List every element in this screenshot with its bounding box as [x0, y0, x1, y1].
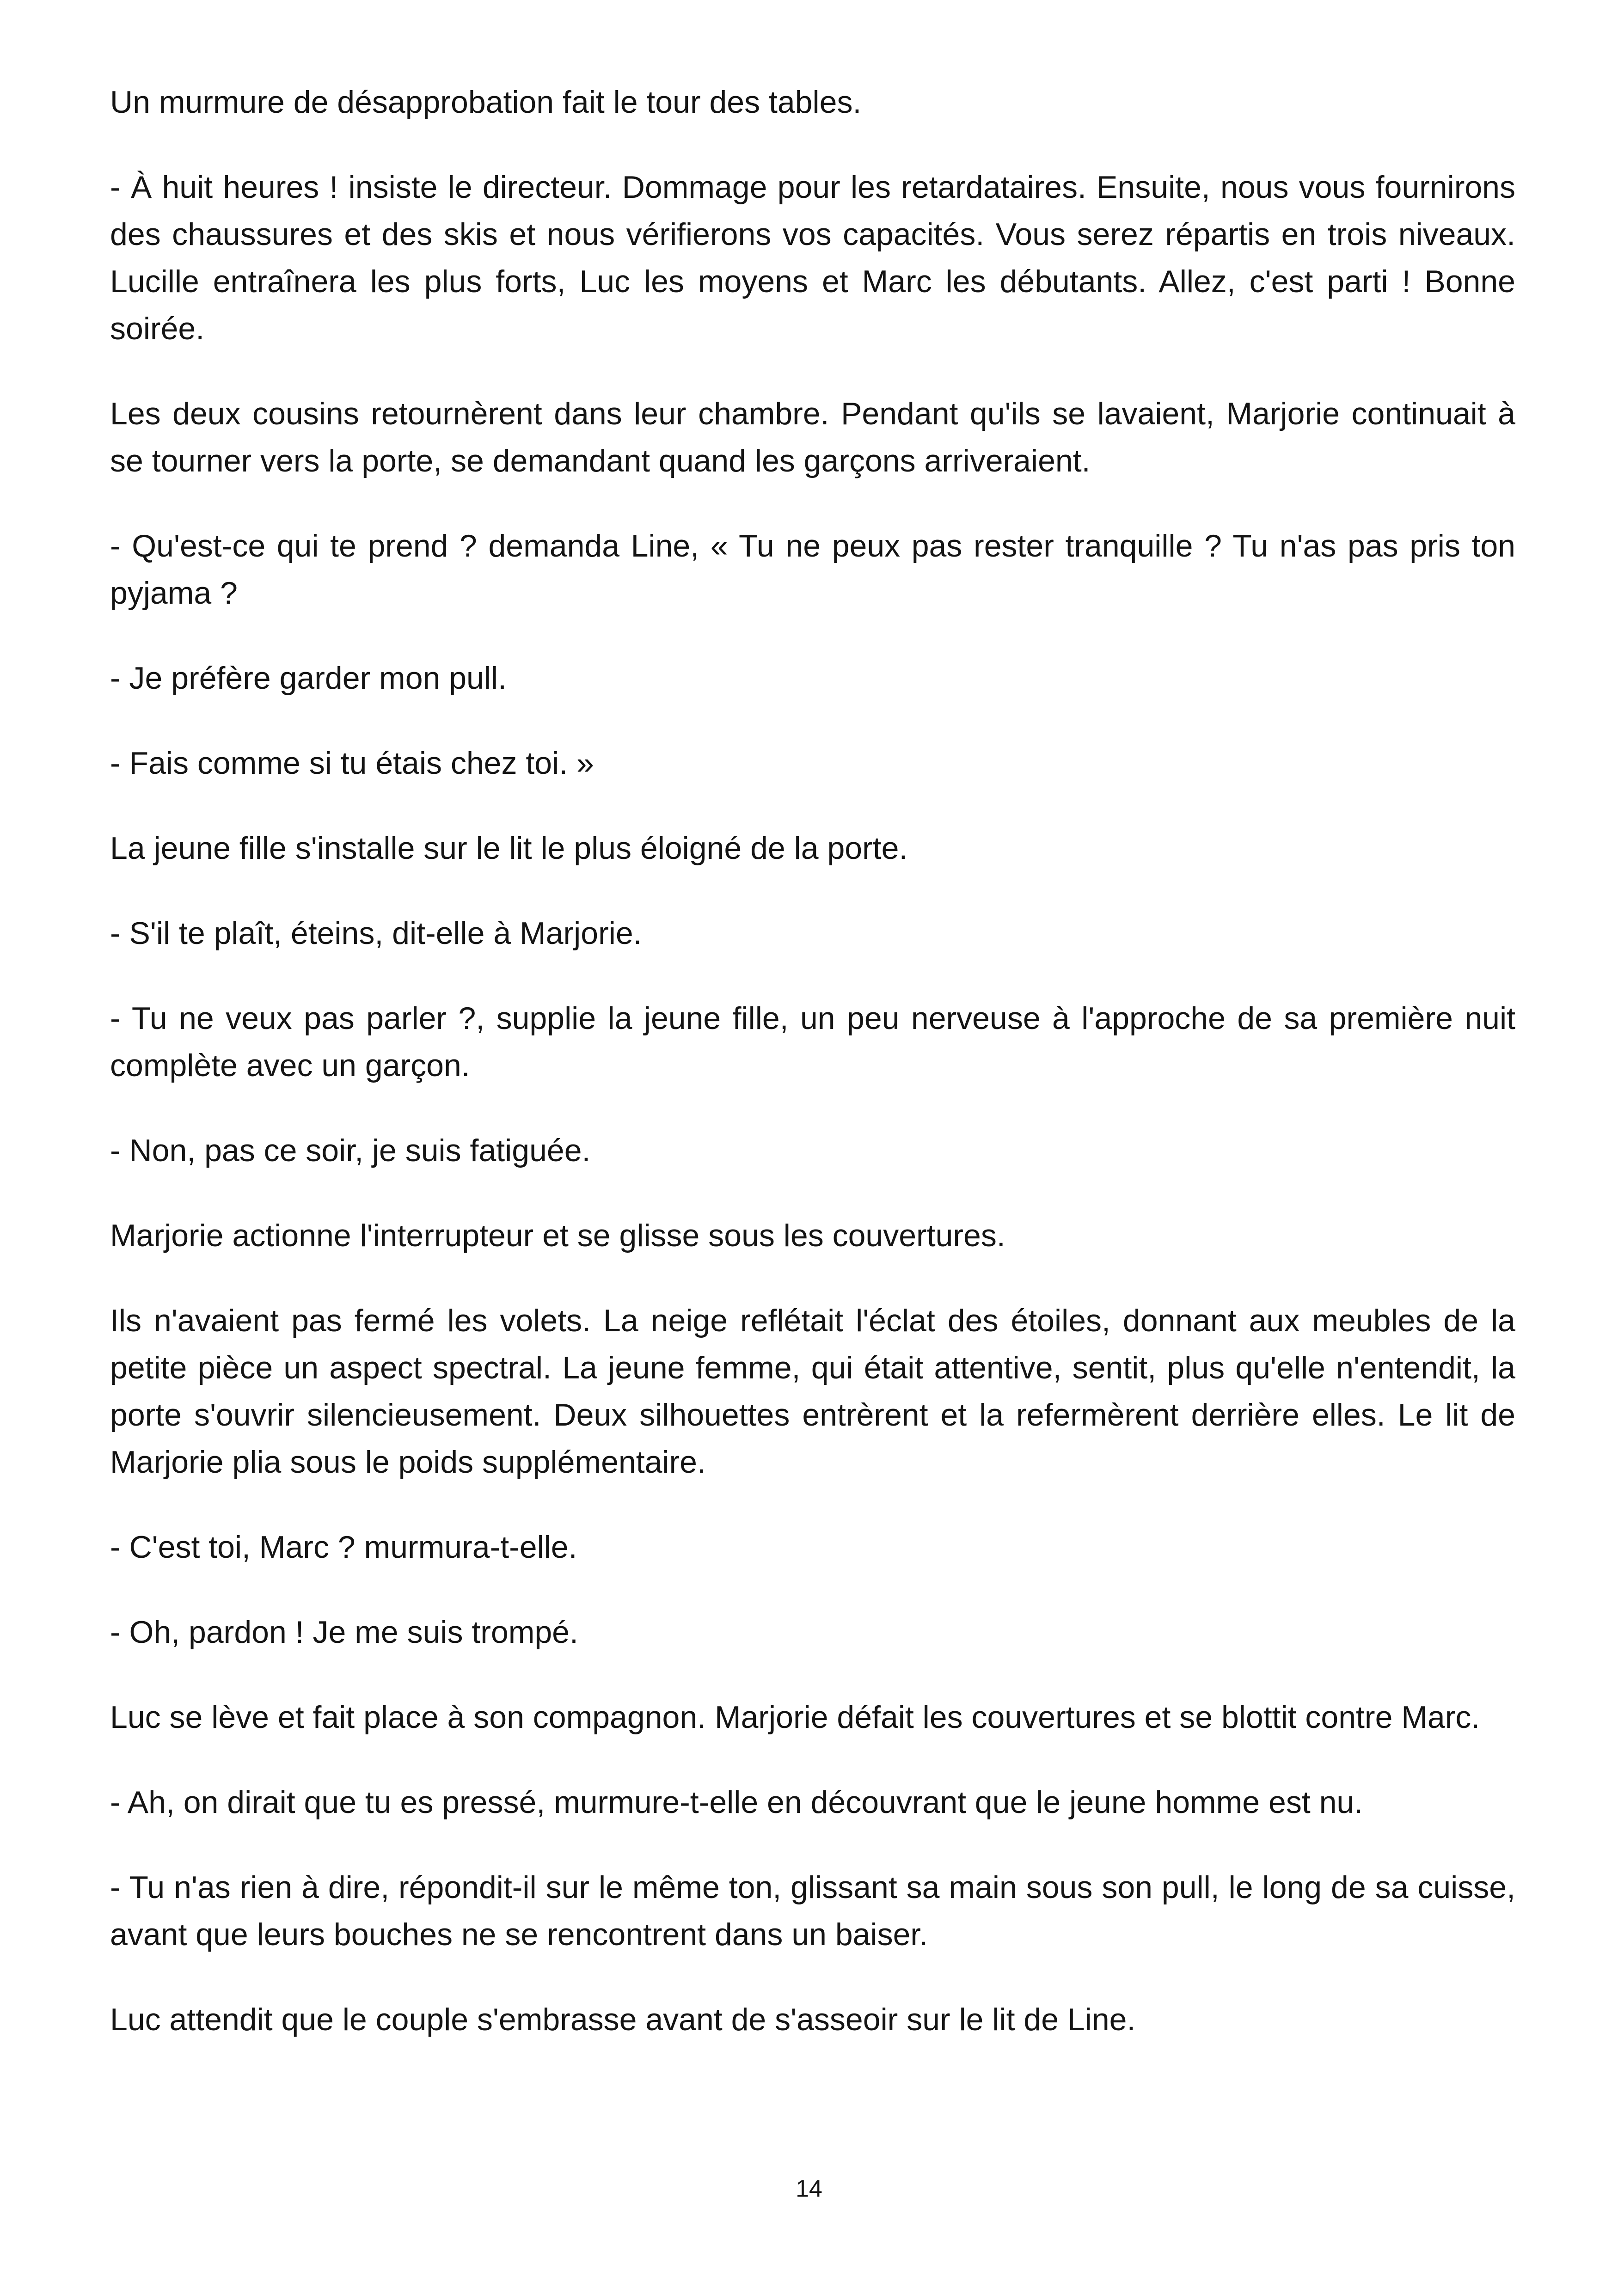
paragraph: - Oh, pardon ! Je me suis trompé.	[110, 1615, 578, 1650]
paragraph: - S'il te plaît, éteins, dit-elle à Marjorie.	[110, 916, 642, 951]
page-number: 14	[796, 2175, 822, 2202]
paragraph: Luc se lève et fait place à son compagnon. Marjorie défait les couvertures et se blottit contre Marc.	[110, 1700, 1480, 1735]
paragraph: - Tu ne veux pas parler ?, supplie la jeune fille, un peu nerveuse à l'approche de sa première nuit complète avec un garçon.	[110, 1001, 1515, 1083]
body-text	[110, 79, 1515, 2043]
paragraph: Les deux cousins retournèrent dans leur chambre. Pendant qu'ils se lavaient, Marjorie continuait à se tourner vers la porte, se demandant quand les garçons arriveraient.	[110, 396, 1515, 478]
paragraph: Ils n'avaient pas fermé les volets. La neige reflétait l'éclat des étoiles, donnant aux meubles de la petite pièce un aspect spectral. La jeune femme, qui était attentive, sentit, plus qu'elle n'entendit, la porte s'ouvrir silencieusement. Deux silhouettes entrèrent et la refermèrent derrière elles. Le lit de Marjorie plia sous le poids supplémentaire.	[110, 1303, 1515, 1480]
paragraph: Luc attendit que le couple s'embrasse avant de s'asseoir sur le lit de Line.	[110, 2002, 1136, 2037]
paragraph: - Ah, on dirait que tu es pressé, murmure-t-elle en découvrant que le jeune homme est nu.	[110, 1785, 1363, 1820]
paragraph: - Tu n'as rien à dire, répondit-il sur le même ton, glissant sa main sous son pull, le long de sa cuisse, avant que leurs bouches ne se rencontrent dans un baiser.	[110, 1870, 1515, 1952]
paragraph: - Fais comme si tu étais chez toi. »	[110, 746, 594, 781]
paragraph: - À huit heures ! insiste le directeur. Dommage pour les retardataires. Ensuite, nous vous fournirons des chaussures et des skis et nous vérifierons vos capacités. Vous serez répartis en trois niveaux. Lucille entraînera les plus forts, Luc les moyens et Marc les débutants. Allez, c'est parti ! Bonne soirée.	[110, 170, 1515, 346]
paragraph: - Qu'est-ce qui te prend ? demanda Line, « Tu ne peux pas rester tranquille ? Tu n'as pas pris ton pyjama ?	[110, 528, 1515, 611]
paragraph: - Non, pas ce soir, je suis fatiguée.	[110, 1133, 591, 1168]
paragraph: - C'est toi, Marc ? murmura-t-elle.	[110, 1530, 577, 1565]
paragraph: Un murmure de désapprobation fait le tour des tables.	[110, 85, 862, 120]
paragraph: - Je préfère garder mon pull.	[110, 661, 507, 696]
paragraph: La jeune fille s'installe sur le lit le plus éloigné de la porte.	[110, 831, 908, 866]
paragraph: Marjorie actionne l'interrupteur et se glisse sous les couvertures.	[110, 1218, 1005, 1253]
